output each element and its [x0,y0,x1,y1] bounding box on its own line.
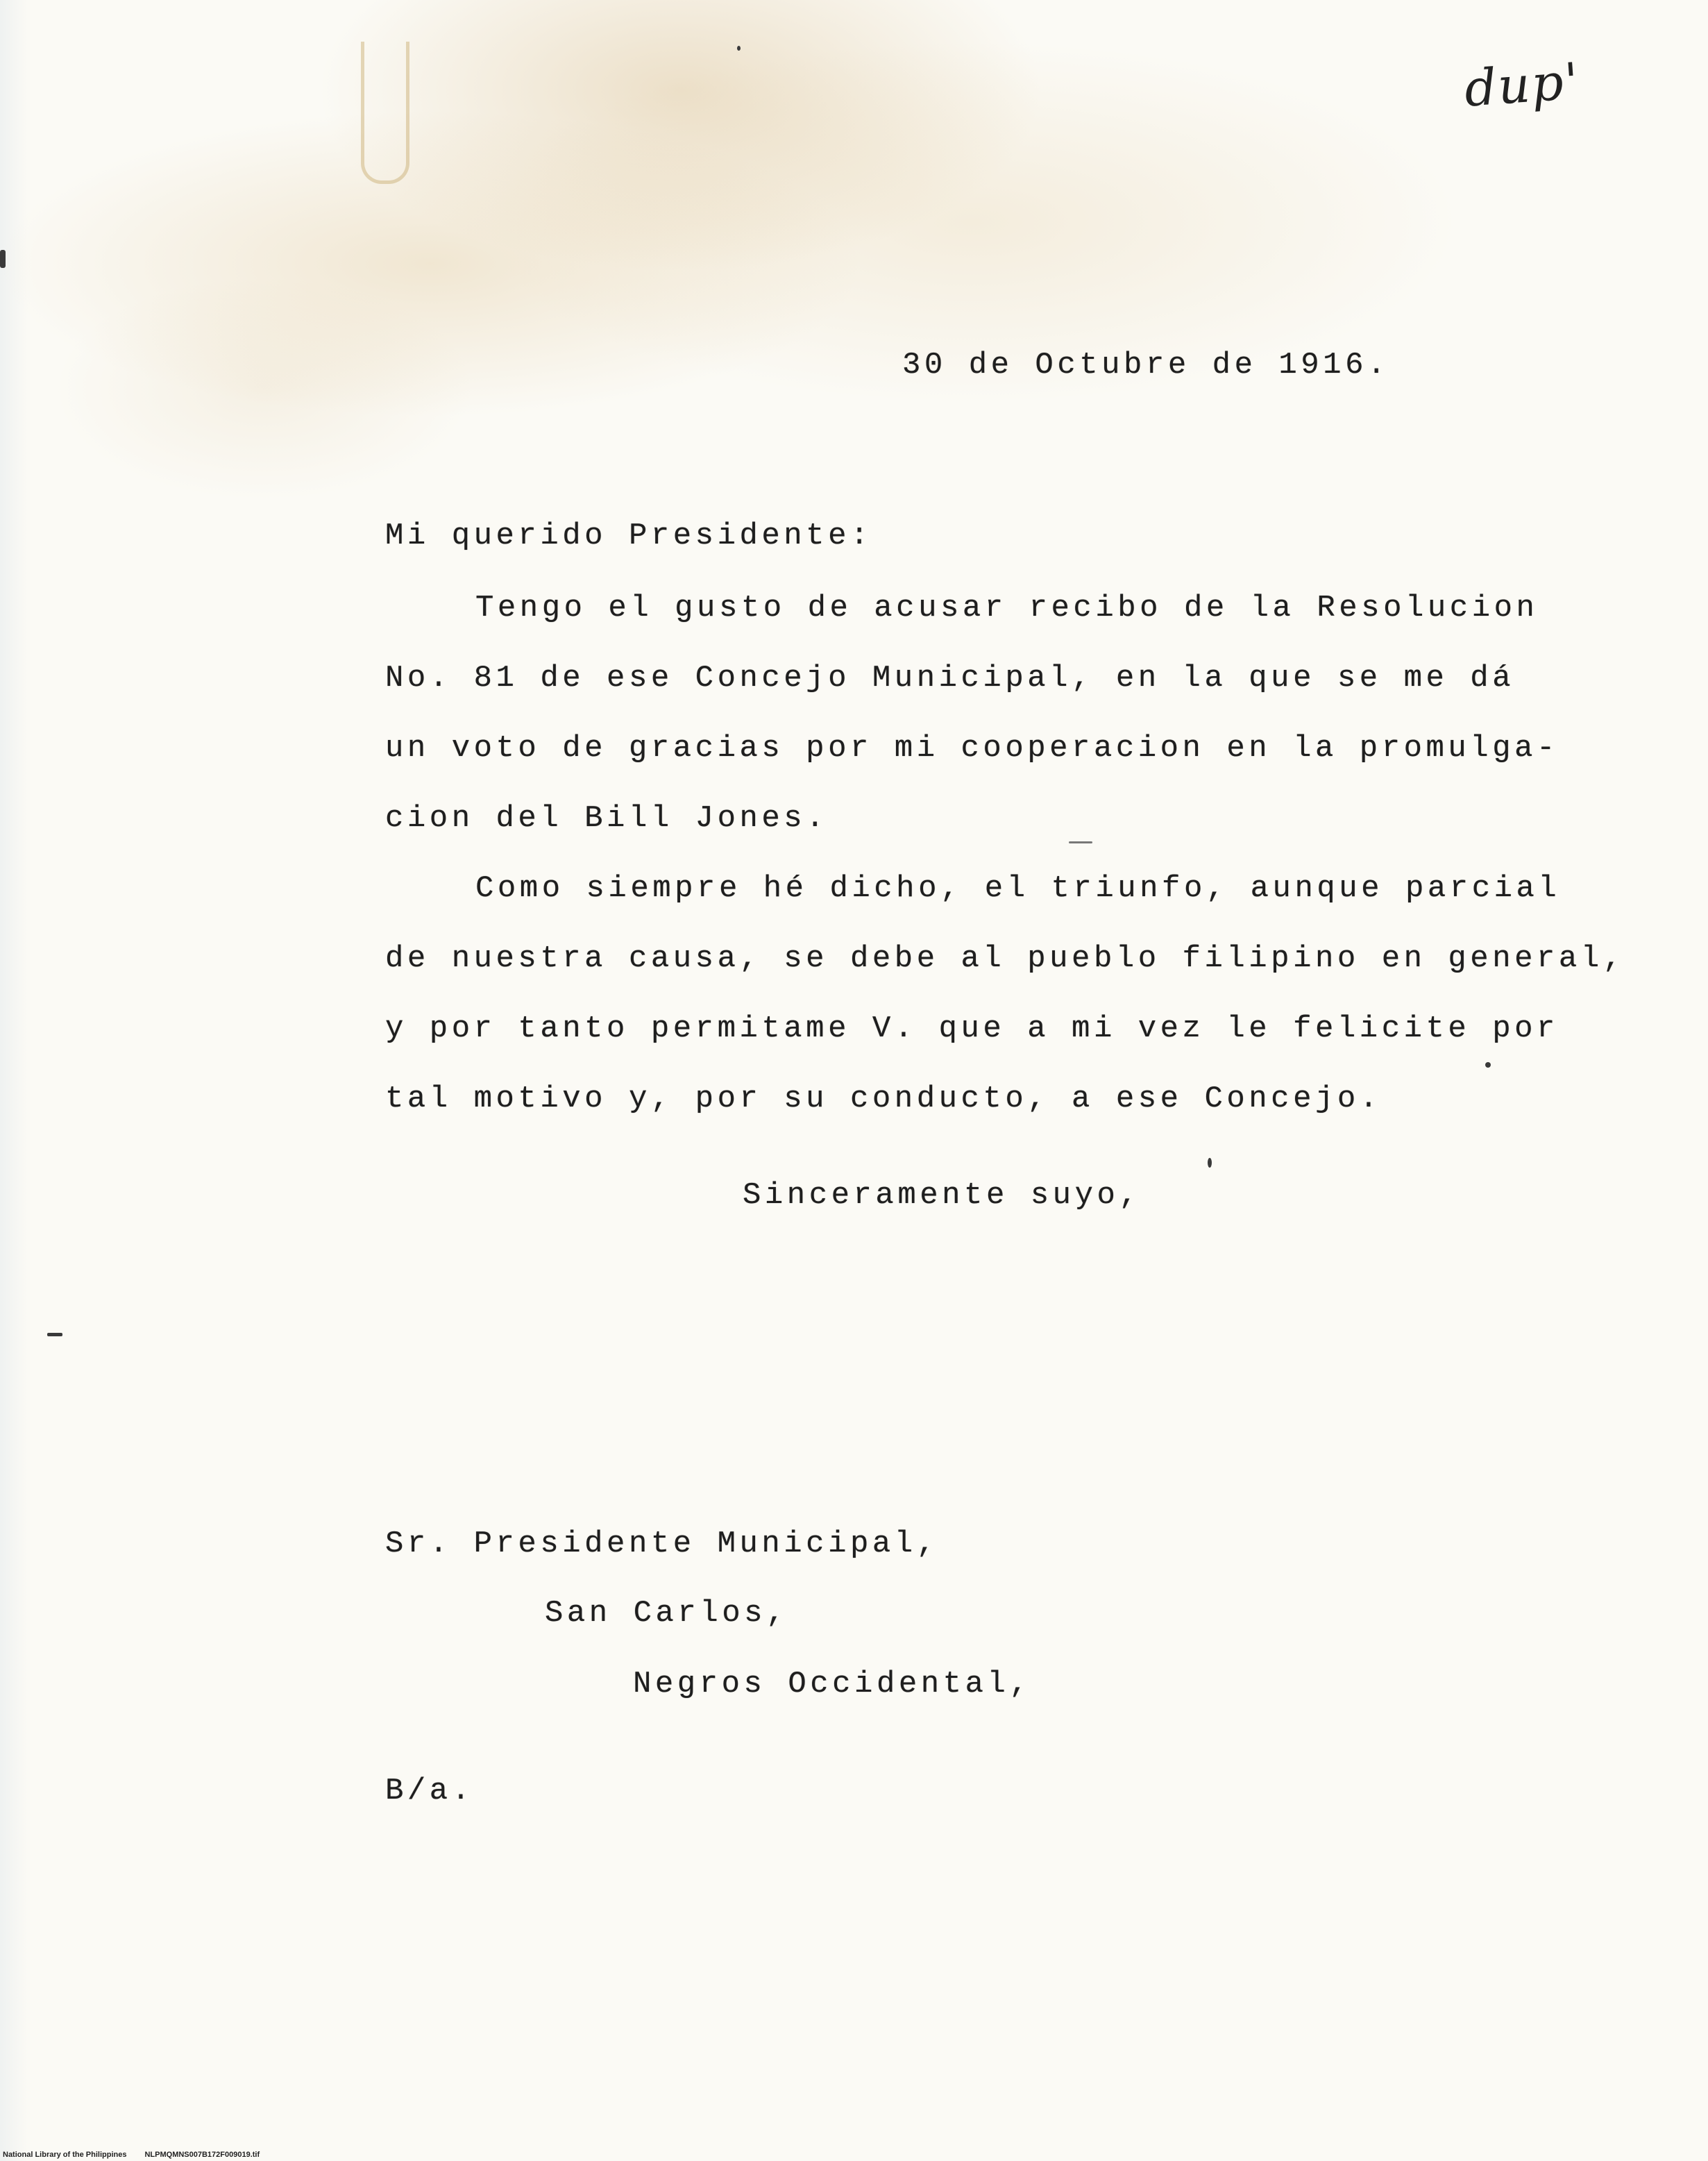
ink-speck [0,250,6,268]
ink-speck [1069,841,1092,843]
body-line: cion del Bill Jones. [385,801,829,836]
handwritten-note: dup' [1462,51,1582,118]
address-line-3: Negros Occidental, [633,1667,1032,1701]
footer-file-id: NLPMQMNS007B172F009019.tif [144,2151,260,2159]
paperclip-stain [361,42,409,184]
footer-library: National Library of the Philippines [3,2151,127,2159]
address-line-1: Sr. Presidente Municipal, [385,1527,939,1561]
letter-date: 30 de Octubre de 1916. [902,348,1389,382]
ink-speck [1208,1158,1212,1168]
body-line: tal motivo y, por su conducto, a ese Concejo. [385,1082,1382,1116]
body-line: un voto de gracias por mi cooperacion en la promulga- [385,731,1559,766]
body-line: de nuestra causa, se debe al pueblo filipino en general, [385,941,1625,976]
ink-speck [737,46,741,51]
ink-speck [47,1333,62,1336]
address-line-2: San Carlos, [545,1596,788,1631]
ink-speck [1485,1062,1491,1068]
archive-footer [3,2151,278,2159]
letter-body [385,573,1625,1134]
body-line: Tengo el gusto de acusar recibo de la Resolucion [475,591,1539,625]
body-line: Como siempre hé dicho, el triunfo, aunque parcial [475,871,1561,906]
body-line: y por tanto permitame V. que a mi vez le felicite por [385,1011,1559,1046]
salutation: Mi querido Presidente: [385,519,872,553]
closing: Sinceramente suyo, [743,1178,1142,1213]
typist-initials: B/a. [385,1774,474,1808]
body-line: No. 81 de ese Concejo Municipal, en la que se me dá [385,661,1515,696]
